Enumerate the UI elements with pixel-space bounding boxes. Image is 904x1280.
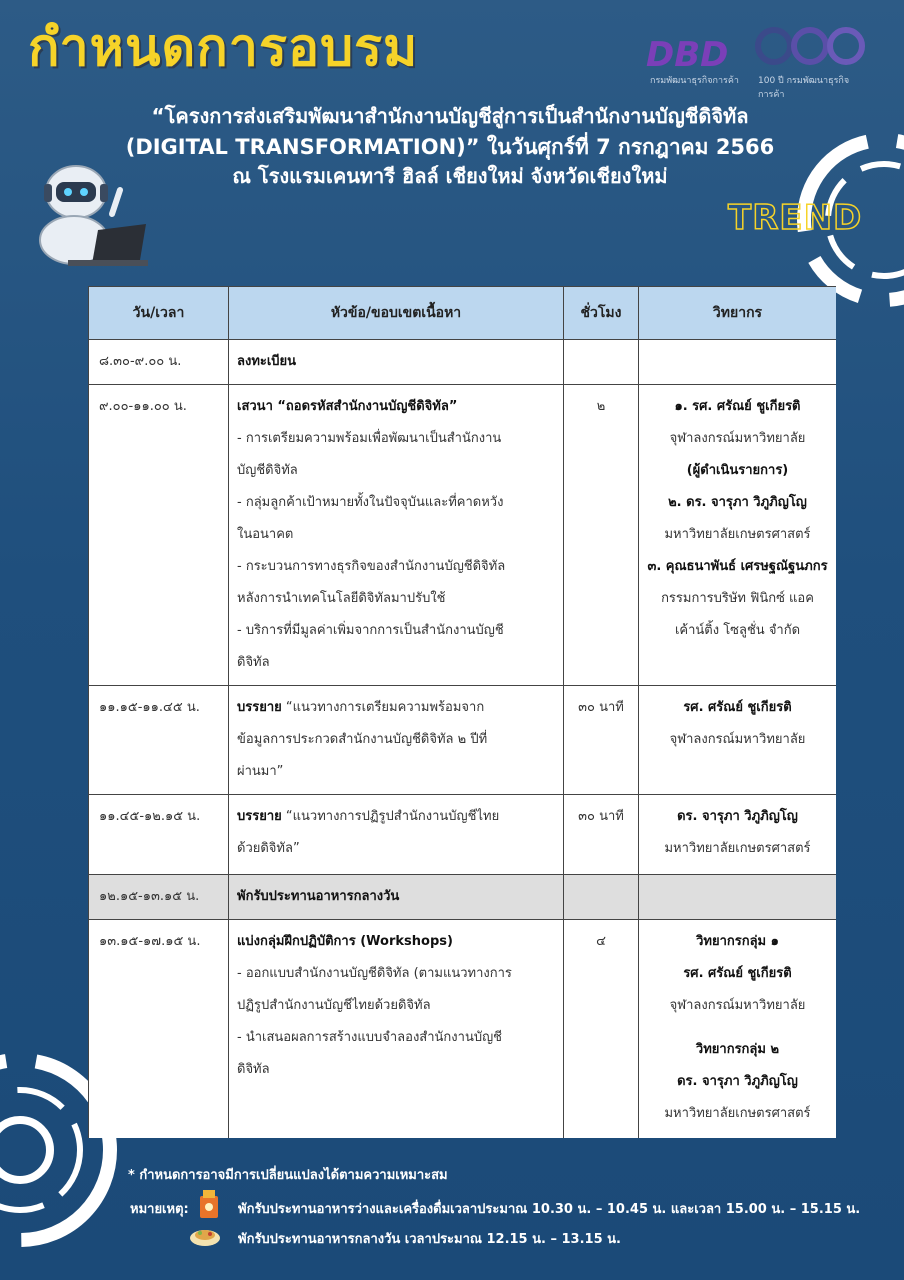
100-years-logo [752, 22, 872, 72]
topic-title: ลงทะเบียน [237, 354, 297, 369]
topic-title: เสวนา “ถอดรหัสสำนักงานบัญชีดิจิทัล” [237, 399, 458, 414]
table-row [89, 795, 837, 875]
cell-speaker [639, 875, 837, 920]
speaker-line: ๒. ดร. จารุภา วิภูภิญโญ [668, 495, 807, 510]
cell-topic [229, 920, 564, 1139]
topic-line: - ออกแบบสำนักงานบัญชีดิจิทัล (ตามแนวทางการ [237, 966, 512, 981]
topic-title: พักรับประทานอาหารกลางวัน [237, 889, 400, 904]
speaker-line: จุฬาลงกรณ์มหาวิทยาลัย [669, 732, 806, 747]
schedule-table [88, 286, 836, 1138]
subtitle-line-3: ณ โรงแรมเคนทารี ฮิลล์ เชียงใหม่ จังหวัดเชียงใหม่ [232, 164, 668, 188]
100-years-caption: 100 ปี กรมพัฒนาธุรกิจการค้า [758, 76, 850, 100]
topic-line: หลังการนำเทคโนโลยีดิจิทัลมาปรับใช้ [237, 591, 446, 606]
speaker-line: เค้าน์ติ้ง โซลูชั่น จำกัด [674, 623, 801, 638]
speaker-line: จุฬาลงกรณ์มหาวิทยาลัย [669, 998, 806, 1013]
topic-line: ปฏิรูปสำนักงานบัญชีไทยด้วยดิจิทัล [237, 998, 431, 1013]
speaker-line: มหาวิทยาลัยเกษตรศาสตร์ [664, 527, 811, 542]
topic-line: - นำเสนอผลการสร้างแบบจำลองสำนักงานบัญชี [237, 1030, 502, 1045]
cell-hours [564, 875, 639, 920]
topic-line: ดิจิทัล [237, 655, 270, 670]
cell-time: ๑๒.๑๕-๑๓.๑๕ น. [89, 875, 229, 920]
topic-line: บัญชีดิจิทัล [237, 463, 298, 478]
speaker-line: ดร. จารุภา วิภูภิญโญ [677, 809, 798, 824]
cell-hours: ๓๐ นาที [564, 686, 639, 795]
topic-line: ด้วยดิจิทัล” [237, 841, 300, 856]
subtitle-line-1: “โครงการส่งเสริมพัฒนาสำนักงานบัญชีสู่การเป็นสำนักงานบัญชีดิจิทัล [151, 104, 749, 128]
note-label: หมายเหตุ: [130, 1202, 189, 1217]
note-snack [130, 1198, 861, 1219]
speaker-line: วิทยากรกลุ่ม ๑ [696, 934, 779, 949]
table-row [89, 385, 837, 686]
table-row [89, 340, 837, 385]
cell-time: ๑๑.๔๕-๑๒.๑๕ น. [89, 795, 229, 875]
topic-title: แบ่งกลุ่มฝึกปฏิบัติการ (Workshops) [237, 934, 453, 949]
note-snack-text: พักรับประทานอาหารว่างและเครื่องดื่มเวลาประมาณ 10.30 น. – 10.45 น. และเวลา 15.00 น. – 15.15 น. [238, 1202, 861, 1217]
table-header-row [89, 287, 837, 340]
topic-line: ในอนาคต [237, 527, 294, 542]
cell-time: ๑๓.๑๕-๑๗.๑๕ น. [89, 920, 229, 1139]
page-title: กำหนดการอบรม [28, 18, 419, 78]
speaker-line: ๑. รศ. ศรัณย์ ชูเกียรติ [674, 399, 801, 414]
cell-topic [229, 385, 564, 686]
table-row [89, 875, 837, 920]
cell-speaker [639, 920, 837, 1139]
speaker-line: วิทยากรกลุ่ม ๒ [695, 1042, 780, 1057]
speaker-line: มหาวิทยาลัยเกษตรศาสตร์ [664, 841, 811, 856]
lunch-icon [188, 1222, 222, 1248]
cell-hours: ๔ [564, 920, 639, 1139]
topic-title: บรรยาย [237, 700, 282, 715]
header-time: วัน/เวลา [89, 287, 229, 340]
topic-line: “แนวทางการปฏิรูปสำนักงานบัญชีไทย [281, 809, 500, 824]
header-speaker: วิทยากร [639, 287, 837, 340]
speaker-line: (ผู้ดำเนินรายการ) [686, 463, 789, 478]
logo-area [562, 18, 862, 100]
cell-time: ๑๑.๑๕-๑๑.๔๕ น. [89, 686, 229, 795]
cell-topic [229, 686, 564, 795]
cell-time: ๙.๐๐-๑๑.๐๐ น. [89, 385, 229, 686]
disclaimer: * กำหนดการอาจมีการเปลี่ยนแปลงได้ตามความเหมาะสม [128, 1168, 448, 1183]
cell-speaker [639, 795, 837, 875]
cell-hours: ๒ [564, 385, 639, 686]
speaker-line: ๓. คุณธนาพันธ์ เศรษฐณัฐนภกร [647, 559, 828, 574]
cell-topic [229, 795, 564, 875]
cell-speaker [639, 385, 837, 686]
topic-line: - การเตรียมความพร้อมเพื่อพัฒนาเป็นสำนักงาน [237, 431, 502, 446]
dbd-logo-caption: กรมพัฒนาธุรกิจการค้า [650, 76, 739, 86]
speaker-line: ดร. จารุภา วิภูภิญโญ [677, 1074, 798, 1089]
speaker-line: รศ. ศรัณย์ ชูเกียรติ [683, 966, 792, 981]
topic-line: ข้อมูลการประกวดสำนักงานบัญชีดิจิทัล ๒ ปีที่ [237, 732, 488, 747]
cell-hours: ๓๐ นาที [564, 795, 639, 875]
header-topic: หัวข้อ/ขอบเขตเนื้อหา [229, 287, 564, 340]
cell-topic [229, 340, 564, 385]
cell-time: ๘.๓๐-๙.๐๐ น. [89, 340, 229, 385]
cell-topic [229, 875, 564, 920]
subtitle-line-2: (DIGITAL TRANSFORMATION)” ในวันศุกร์ที่ 7 กรกฎาคม 2566 [125, 135, 775, 159]
cell-speaker [639, 686, 837, 795]
speaker-line: จุฬาลงกรณ์มหาวิทยาลัย [669, 431, 806, 446]
topic-line: - บริการที่มีมูลค่าเพิ่มจากการเป็นสำนักงานบัญชี [237, 623, 504, 638]
speaker-line: กรรมการบริษัท ฟินิกซ์ แอค [661, 591, 814, 606]
trend-label: TREND [728, 198, 863, 238]
cell-speaker [639, 340, 837, 385]
topic-line: - กลุ่มลูกค้าเป้าหมายทั้งในปัจจุบันและที่คาดหวัง [237, 495, 504, 510]
topic-line: “แนวทางการเตรียมความพร้อมจาก [281, 700, 485, 715]
table-row [89, 920, 837, 1139]
speaker-line: รศ. ศรัณย์ ชูเกียรติ [683, 700, 792, 715]
svg-text:DBD: DBD [646, 35, 729, 75]
speaker-line: มหาวิทยาลัยเกษตรศาสตร์ [664, 1106, 811, 1121]
note-lunch-text: พักรับประทานอาหารกลางวัน เวลาประมาณ 12.15 น. – 13.15 น. [238, 1232, 621, 1247]
table-row [89, 686, 837, 795]
cell-hours [564, 340, 639, 385]
robot-illustration [28, 160, 158, 270]
topic-line: ดิจิทัล [237, 1062, 270, 1077]
header-hours: ชั่วโมง [564, 287, 639, 340]
topic-line: - กระบวนการทางธุรกิจของสำนักงานบัญชีดิจิทัล [237, 559, 506, 574]
schedule-card [88, 286, 836, 1138]
snack-icon [196, 1188, 224, 1220]
topic-title: บรรยาย [237, 809, 282, 824]
topic-line: ผ่านมา” [237, 764, 284, 779]
